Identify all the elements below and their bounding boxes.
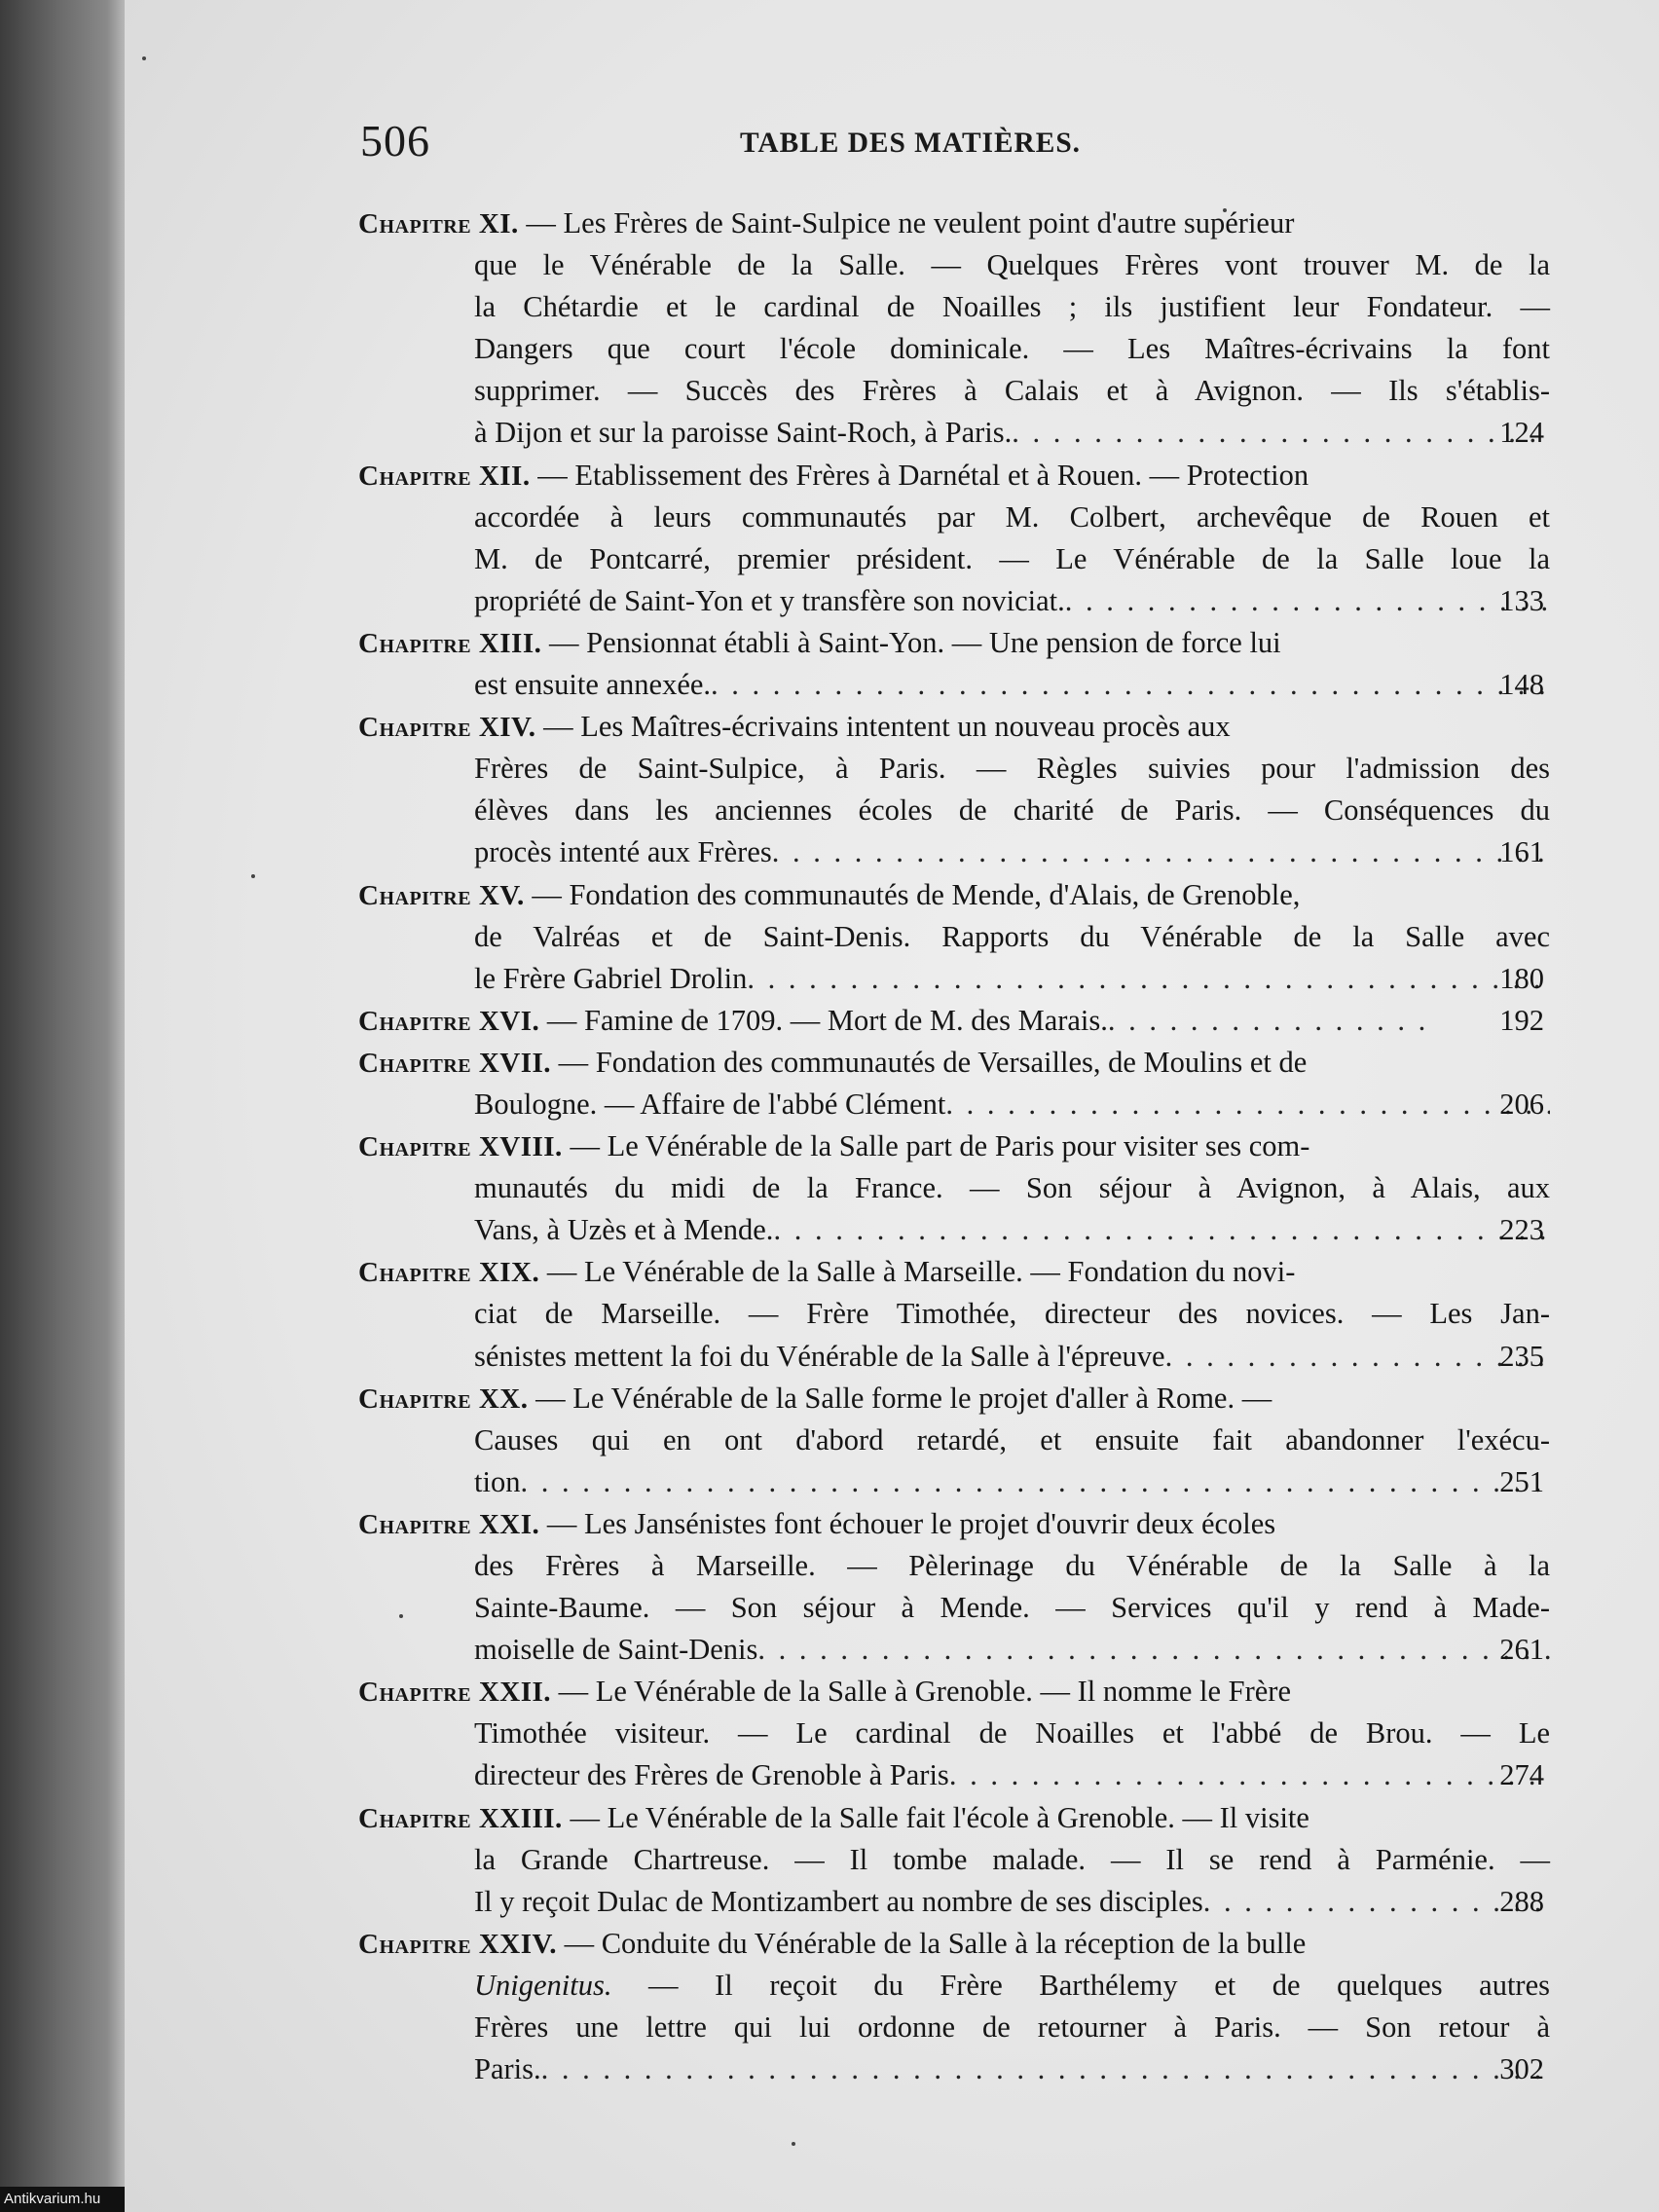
toc-text: munautés du midi de la France. — Son séjour à Avignon, à Alais, aux: [474, 1171, 1550, 1205]
toc-line: [358, 1754, 1544, 1796]
toc-text: Boulogne. — Affaire de l'abbé Clément: [474, 1087, 946, 1121]
table-of-contents: [358, 203, 1550, 2090]
chapter-label: Chapitre XI.: [358, 208, 519, 240]
chapter-label: Chapitre XII.: [358, 460, 531, 492]
dot-leader: [1108, 1000, 1434, 1042]
toc-page-number: 124: [1499, 416, 1544, 450]
toc-page-number: 235: [1499, 1339, 1544, 1373]
toc-line: [358, 497, 1550, 538]
toc-line: [358, 1084, 1544, 1125]
toc-page-number: 161: [1499, 835, 1544, 869]
toc-text: — Conduite du Vénérable de la Salle à la réception de la bulle: [564, 1926, 1307, 1960]
toc-line: [358, 1713, 1550, 1754]
chapter-label: Chapitre XVIII.: [358, 1131, 563, 1163]
toc-text: la Grande Chartreuse. — Il tombe malade. — Il se rend à Parménie. —: [474, 1842, 1550, 1876]
site-watermark: Antikvarium.hu: [0, 2187, 125, 2212]
toc-entry: [358, 706, 1550, 873]
toc-text: propriété de Saint-Yon et y transfère son noviciat.: [474, 583, 1065, 617]
toc-text: — Pensionnat établi à Saint-Yon. — Une pension de force lui: [549, 625, 1281, 659]
toc-page-number: 302: [1499, 2052, 1544, 2086]
toc-line: [358, 1042, 1544, 1084]
toc-text: moiselle de Saint-Denis: [474, 1633, 758, 1667]
toc-text: tion: [474, 1464, 521, 1498]
chapter-label: Chapitre XVII.: [358, 1047, 552, 1079]
toc-text: Sainte-Baume. — Son séjour à Mende. — Services qu'il y rend à Made-: [474, 1591, 1550, 1625]
toc-entry: [358, 203, 1550, 455]
toc-line: [358, 1545, 1550, 1587]
toc-text: le Frère Gabriel Drolin: [474, 961, 748, 995]
toc-text: accordée à leurs communautés par M. Colbert, archevêque de Rouen et: [474, 499, 1550, 534]
toc-entry: [358, 874, 1550, 1000]
toc-line: [358, 412, 1544, 454]
dot-leader: [773, 1209, 1550, 1251]
toc-line: [358, 706, 1544, 748]
toc-text: ciat de Marseille. — Frère Timothée, directeur des novices. — Les Jan-: [474, 1297, 1550, 1331]
toc-page-number: 261: [1499, 1633, 1544, 1667]
chapter-label: Chapitre XIII.: [358, 627, 542, 659]
toc-line: [358, 2007, 1550, 2048]
toc-line: [358, 1839, 1550, 1881]
toc-line: [358, 2048, 1544, 2090]
chapter-label: Chapitre XV.: [358, 879, 525, 911]
toc-entry: [358, 1378, 1550, 1503]
toc-text: Vans, à Uzès et à Mende.: [474, 1213, 774, 1247]
toc-line: [358, 1923, 1544, 1965]
chapter-label: Chapitre XXI.: [358, 1508, 540, 1540]
toc-text: — Le Vénérable de la Salle à Marseille. — Fondation du novi-: [546, 1255, 1296, 1289]
toc-line: [358, 1587, 1550, 1629]
toc-text: M. de Pontcarré, premier président. — Le Vénérable de la Salle loue la: [474, 541, 1550, 575]
toc-text: — Fondation des communautés de Mende, d'Alais, de Grenoble,: [532, 877, 1301, 911]
toc-text: que le Vénérable de la Salle. — Quelques Frères vont trouver M. de la: [474, 248, 1550, 282]
toc-line: [358, 538, 1550, 580]
chapter-label: Chapitre XXIII.: [358, 1802, 563, 1834]
toc-line: [358, 1167, 1550, 1209]
toc-line: [358, 831, 1544, 873]
toc-line: [358, 1797, 1544, 1839]
toc-line: [358, 1881, 1544, 1923]
toc-line: [358, 874, 1544, 916]
page-header: [360, 115, 1577, 173]
toc-text: — Les Frères de Saint-Sulpice ne veulent point d'autre supérieur: [526, 206, 1295, 240]
toc-page-number: 223: [1499, 1213, 1544, 1247]
toc-text: Causes qui en ont d'abord retardé, et ensuite fait abandonner l'exécu-: [474, 1422, 1550, 1456]
running-title: TABLE DES MATIÈRES.: [740, 127, 1082, 159]
toc-entry: [358, 1000, 1544, 1042]
toc-line: [358, 1378, 1544, 1419]
toc-line: [358, 1503, 1544, 1545]
toc-line: [358, 370, 1550, 412]
toc-line: [358, 916, 1550, 958]
ink-speck: [142, 56, 146, 60]
toc-line: [358, 1629, 1544, 1671]
toc-entry: [358, 455, 1550, 622]
toc-text: Frères une lettre qui lui ordonne de retourner à Paris. — Son retour à: [474, 2010, 1550, 2045]
toc-line: [358, 1671, 1544, 1713]
toc-line: [358, 622, 1544, 664]
toc-text: à Dijon et sur la paroisse Saint-Roch, à Paris.: [474, 416, 1013, 450]
toc-line: [358, 748, 1550, 790]
ink-speck: [251, 874, 255, 878]
toc-page-number: 251: [1499, 1464, 1544, 1498]
toc-line: [358, 1461, 1544, 1503]
toc-text: Il y reçoit Dulac de Montizambert au nombre de ses disciples: [474, 1884, 1203, 1918]
ink-speck: [792, 2142, 795, 2146]
toc-line: [358, 664, 1544, 706]
chapter-label: Chapitre XIV.: [358, 712, 536, 744]
toc-line: [358, 203, 1544, 244]
toc-page-number: 206: [1499, 1087, 1544, 1121]
toc-entry: [358, 1923, 1550, 2090]
toc-page-number: 288: [1499, 1884, 1544, 1918]
toc-line: [358, 1965, 1550, 2007]
toc-line: [358, 286, 1550, 328]
toc-page-number: 133: [1499, 583, 1544, 617]
toc-text: — Etablissement des Frères à Darnétal et à Rouen. — Protection: [537, 458, 1309, 492]
chapter-label: Chapitre XX.: [358, 1382, 529, 1415]
toc-line: [358, 1209, 1544, 1251]
toc-text: élèves dans les anciennes écoles de charité de Paris. — Conséquences du: [474, 793, 1550, 828]
toc-text: — Le Vénérable de la Salle à Grenoble. — Il nomme le Frère: [558, 1675, 1291, 1709]
toc-text: Timothée visiteur. — Le cardinal de Noailles et l'abbé de Brou. — Le: [474, 1716, 1550, 1751]
dot-leader: [541, 2048, 1550, 2090]
toc-text: — Les Maîtres-écrivains intentent un nouveau procès aux: [543, 710, 1231, 744]
toc-page-number: 148: [1499, 668, 1544, 702]
toc-entry: [358, 622, 1544, 706]
toc-text: des Frères à Marseille. — Pèlerinage du Vénérable de la Salle à la: [474, 1549, 1550, 1582]
toc-text: Unigenitus. — Il reçoit du Frère Barthélemy et de quelques autres: [474, 1968, 1550, 2002]
toc-page-number: 274: [1499, 1758, 1544, 1792]
chapter-label: Chapitre XVI.: [358, 1005, 540, 1037]
toc-line: [358, 958, 1544, 1000]
dot-leader: [747, 958, 1550, 1000]
toc-line: [358, 1419, 1550, 1461]
toc-text: — Fondation des communautés de Versailles, de Moulins et de: [558, 1045, 1308, 1079]
toc-text: — Famine de 1709. — Mort de M. des Marais.: [546, 1003, 1108, 1037]
toc-entry: [358, 1503, 1550, 1671]
toc-line: [358, 580, 1544, 622]
toc-text: la Chétardie et le cardinal de Noailles ; ils justifient leur Fondateur. —: [474, 290, 1550, 324]
toc-line: [358, 790, 1550, 831]
page-number: 506: [360, 116, 430, 166]
toc-text: est ensuite annexée.: [474, 668, 712, 702]
toc-text: — Le Vénérable de la Salle fait l'école à Grenoble. — Il visite: [570, 1800, 1309, 1834]
toc-entry: [358, 1797, 1550, 1923]
toc-entry: [358, 1042, 1544, 1125]
toc-line: [358, 1000, 1544, 1042]
toc-entry: [358, 1125, 1550, 1251]
toc-line: [358, 1251, 1544, 1293]
toc-line: [358, 1125, 1544, 1167]
toc-line: [358, 244, 1550, 286]
toc-text: Dangers que court l'école dominicale. — Les Maîtres-écrivains la font: [474, 332, 1550, 366]
toc-line: [358, 1293, 1550, 1335]
toc-text: — Le Vénérable de la Salle forme le projet d'aller à Rome. —: [535, 1381, 1272, 1415]
chapter-label: Chapitre XXII.: [358, 1677, 552, 1709]
toc-text: sénistes mettent la foi du Vénérable de la Salle à l'épreuve: [474, 1339, 1165, 1373]
toc-line: [358, 328, 1550, 370]
toc-text: — Les Jansénistes font échouer le projet d'ouvrir deux écoles: [546, 1506, 1276, 1540]
toc-line: [358, 455, 1544, 497]
toc-text: Frères de Saint-Sulpice, à Paris. — Règles suivies pour l'admission des: [474, 752, 1550, 786]
toc-entry: [358, 1251, 1550, 1377]
dot-leader: [711, 664, 1550, 706]
toc-text: directeur des Frères de Grenoble à Paris: [474, 1758, 949, 1792]
italic-term: Unigenitus.: [474, 1968, 612, 2002]
toc-page-number: 180: [1499, 961, 1544, 995]
chapter-label: Chapitre XXIV.: [358, 1928, 557, 1960]
toc-text: — Le Vénérable de la Salle part de Paris pour visiter ses com-: [570, 1129, 1310, 1163]
toc-text: de Valréas et de Saint-Denis. Rapports du Vénérable de la Salle avec: [474, 919, 1550, 953]
toc-text: procès intenté aux Frères: [474, 835, 772, 869]
toc-entry: [358, 1671, 1550, 1796]
toc-text: Paris.: [474, 2052, 541, 2086]
dot-leader: [757, 1629, 1550, 1671]
dot-leader: [772, 831, 1550, 873]
toc-page-number: 192: [1499, 1003, 1544, 1037]
chapter-label: Chapitre XIX.: [358, 1257, 540, 1289]
toc-line: [358, 1336, 1544, 1378]
dot-leader: [520, 1461, 1550, 1503]
toc-text: supprimer. — Succès des Frères à Calais et à Avignon. — Ils s'établis-: [474, 374, 1550, 408]
